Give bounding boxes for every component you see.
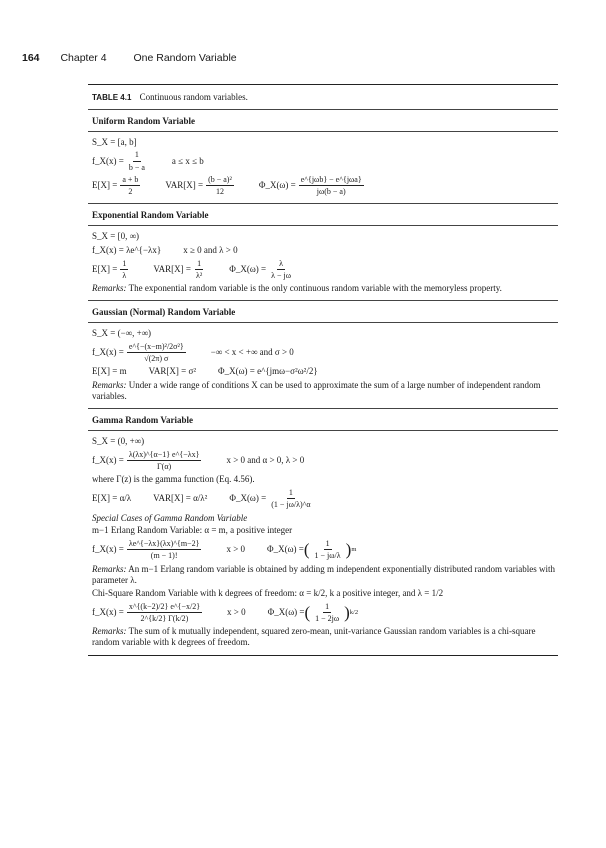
uniform-cf-den: jω(b − a) — [316, 186, 346, 196]
gamma-pdf-cond: x > 0 and α > 0, λ > 0 — [226, 455, 305, 466]
gaussian-pdf — [92, 342, 558, 363]
uniform-pdf-lhs: f_X(x) = — [92, 155, 124, 166]
exponential-section — [88, 226, 558, 300]
gamma-pdf-num: λ(λx)^{α−1} e^{−λx} — [127, 450, 202, 461]
exponential-cf-den: λ − jω — [271, 270, 291, 280]
uniform-moments — [92, 175, 558, 196]
gamma-where: where Γ(z) is the gamma function (Eq. 4.56). — [92, 474, 255, 485]
uniform-var-frac — [206, 175, 234, 196]
erlang-cf-exp: m — [351, 545, 357, 553]
page-number: 164 — [22, 52, 40, 64]
gamma-pdf-den: Γ(α) — [157, 462, 172, 472]
chi-cf-frac — [313, 602, 341, 623]
uniform-title: Uniform Random Variable — [92, 115, 196, 126]
erlang-pdf-lhs: f_X(x) = — [92, 544, 124, 555]
gaussian-remarks — [92, 380, 558, 403]
chapter-title: One Random Variable — [133, 52, 237, 64]
erlang-cf-num: 1 — [324, 539, 332, 550]
chi-title: Chi-Square Random Variable with k degrees of freedom: α = k/2, k a positive integer, and λ = 1/2 — [92, 588, 444, 599]
uniform-pdf-num: 1 — [133, 150, 141, 161]
gamma-pdf — [92, 450, 558, 471]
gamma-cf-den: (1 − jω/λ)^α — [271, 500, 311, 510]
gamma-support: S_X = (0, +∞) — [92, 436, 145, 447]
gamma-pdf-frac — [127, 450, 202, 471]
exponential-pdf-cond: x ≥ 0 and λ > 0 — [183, 244, 238, 255]
uniform-section — [88, 132, 558, 204]
gamma-var: VAR[X] = α/λ² — [153, 493, 208, 504]
uniform-mean-num: a + b — [120, 175, 140, 186]
uniform-support: S_X = [a, b] — [92, 136, 137, 147]
chi-pdf-lhs: f_X(x) = — [92, 607, 124, 618]
chi-pdf-frac — [127, 602, 202, 623]
erlang-pdf-frac — [127, 539, 202, 560]
uniform-var-lhs: VAR[X] = — [165, 180, 204, 191]
uniform-cf-frac — [299, 175, 364, 196]
erlang-remarks — [92, 564, 558, 587]
exponential-remarks-label: Remarks: — [92, 282, 127, 293]
exponential-remarks-text: The exponential random variable is the only continuous random variable with the memoryless property. — [128, 282, 502, 293]
exponential-moments — [92, 259, 558, 280]
erlang-pdf-cond: x > 0 — [226, 544, 246, 555]
erlang-title: m−1 Erlang Random Variable: α = m, a positive integer — [92, 525, 293, 536]
gaussian-title: Gaussian (Normal) Random Variable — [92, 307, 236, 318]
chi-pdf-num: x^{(k−2)/2} e^{−x/2} — [127, 602, 202, 613]
chi-pdf-den: 2^{k/2} Γ(k/2) — [140, 614, 189, 624]
uniform-cf-num: e^{jωb} − e^{jωa} — [299, 175, 364, 186]
chapter-label: Chapter 4 — [60, 52, 107, 64]
gamma-mean: E[X] = α/λ — [92, 493, 132, 504]
uniform-pdf-den: b − a — [128, 162, 145, 172]
chi-remarks-label: Remarks: — [92, 626, 127, 637]
gaussian-cf: Φ_X(ω) = e^{jmω−σ²ω²/2} — [218, 366, 318, 377]
erlang-cf-lhs: Φ_X(ω) = — [267, 544, 304, 555]
uniform-mean-frac — [120, 175, 140, 196]
erlang-remarks-text: An m−1 Erlang random variable is obtained by adding m independent exponentially distributed random variables with parameter λ. — [92, 563, 555, 585]
chi-pdf: f_X(x) = $\frac{x\^{}\{(k-2)/2\} e\^{}\{-x/2\}}{2\^{}\{k/2\} \Gamma(k/2)}$ x > 0 Φ_X(ω) = ( $\frac{1}{1 - 2j\omega}$ ) k/2 — [92, 601, 359, 624]
uniform-mean-den: 2 — [128, 186, 133, 196]
uniform-pdf-frac — [127, 150, 147, 171]
uniform-pdf-cond: a ≤ x ≤ b — [171, 155, 204, 166]
erlang-pdf-den: (m − 1)! — [150, 551, 178, 561]
gaussian-pdf-lhs: f_X(x) = — [92, 347, 124, 358]
uniform-pdf — [92, 150, 558, 171]
exponential-mean-num: 1 — [120, 259, 128, 270]
exponential-var-lhs: VAR[X] = — [153, 263, 191, 274]
erlang-pdf: f_X(x) = $\frac{\lambda e\^{}\{-\lambda x\}(\lambda x)\^{}\{m-2\}}{(m - 1)!}$ x > 0 Φ_X(ω) = ( $\frac{1}{1 - j\omega/\lambda}$ ) m — [92, 539, 357, 561]
exponential-cf-frac — [269, 259, 293, 280]
chi-cf-exp: k/2 — [349, 608, 359, 616]
gaussian-section — [88, 323, 558, 408]
chi-cf-num: 1 — [323, 602, 331, 613]
exponential-var-num: 1 — [195, 259, 203, 270]
gamma-cf-num: 1 — [287, 488, 295, 499]
gamma-cf-lhs: Φ_X(ω) = — [229, 493, 267, 504]
chi-pdf-cond: x > 0 — [227, 607, 246, 618]
uniform-cf-lhs: Φ_X(ω) = — [258, 180, 296, 191]
chi-remarks-text: The sum of k mutually independent, squared zero-mean, unit-variance Gaussian random variables is a chi-square random variable with k degrees of freedom. — [92, 626, 536, 648]
chi-cf-den: 1 − 2jω — [315, 614, 340, 624]
gaussian-pdf-frac — [127, 342, 186, 363]
uniform-var-den: 12 — [215, 186, 224, 196]
gamma-title: Gamma Random Variable — [92, 415, 194, 426]
exponential-pdf-expr: f_X(x) = λe^{−λx} — [92, 244, 162, 255]
table-caption-text: Continuous random variables. — [139, 92, 248, 102]
erlang-cf-frac — [313, 539, 343, 560]
exponential-cf-num: λ — [277, 259, 285, 270]
chi-cf-lhs: Φ_X(ω) = — [267, 607, 305, 618]
exponential-cf-lhs: Φ_X(ω) = — [229, 263, 267, 274]
exponential-mean-den: λ — [122, 270, 127, 280]
page-header — [22, 52, 237, 64]
gamma-cf-frac — [269, 488, 312, 509]
distribution-table — [88, 84, 558, 656]
gamma-special-title-text: Special Cases of Gamma Random Variable — [92, 512, 248, 523]
table-caption — [88, 85, 558, 109]
exponential-var-frac — [194, 259, 204, 280]
gamma-section — [88, 431, 558, 654]
erlang-cf-den: 1 − jω/λ — [314, 551, 341, 561]
gamma-special-title — [92, 513, 558, 524]
uniform-mean-lhs: E[X] = — [92, 180, 118, 191]
uniform-var-num: (b − a)² — [206, 175, 234, 186]
exponential-var-den: λ² — [196, 270, 203, 280]
exponential-remarks — [92, 283, 558, 294]
chi-remarks — [92, 626, 558, 649]
gaussian-remarks-label: Remarks: — [92, 379, 127, 390]
gaussian-moments — [92, 366, 558, 377]
gaussian-remarks-text: Under a wide range of conditions X can be used to approximate the sum of a large number of independent random variables. — [92, 379, 541, 402]
gaussian-pdf-den: √(2π) σ — [144, 353, 169, 363]
exponential-mean-frac — [120, 259, 128, 280]
gaussian-pdf-cond: −∞ < x < +∞ and σ > 0 — [210, 347, 294, 358]
gamma-moments — [92, 488, 558, 509]
exponential-mean-lhs: E[X] = — [92, 263, 118, 274]
gaussian-mean: E[X] = m — [92, 366, 127, 377]
erlang-pdf-num: λe^{−λx}(λx)^{m−2} — [127, 539, 202, 550]
gaussian-support: S_X = (−∞, +∞) — [92, 327, 152, 338]
exponential-title: Exponential Random Variable — [92, 210, 209, 221]
exponential-pdf — [92, 245, 558, 256]
gamma-pdf-lhs: f_X(x) = — [92, 455, 124, 466]
gaussian-var: VAR[X] = σ² — [148, 366, 197, 377]
exponential-support: S_X = [0, ∞) — [92, 230, 139, 241]
table-label: TABLE 4.1 — [92, 93, 132, 102]
gaussian-pdf-num: e^{−(x−m)²/2σ²} — [127, 342, 186, 353]
erlang-remarks-label: Remarks: — [92, 563, 127, 574]
